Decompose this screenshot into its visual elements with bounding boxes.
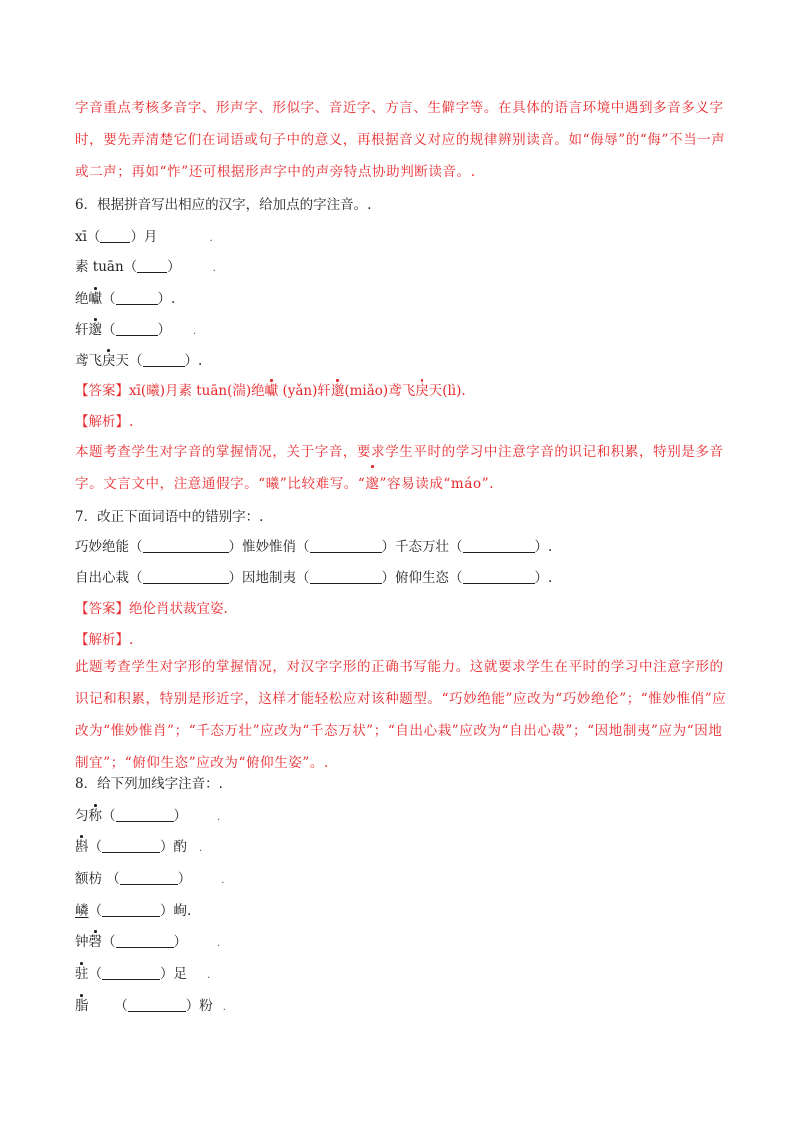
answer-blank[interactable] xyxy=(143,583,229,584)
answer-blank[interactable] xyxy=(116,335,158,336)
q8-item-5: 钟磬（ ） . xyxy=(75,934,221,950)
answer-blank[interactable] xyxy=(143,552,229,553)
q6-item-1: xī（ ）月 . xyxy=(75,229,213,245)
answer-blank[interactable] xyxy=(310,552,382,553)
q7-title: 7．改正下面词语中的错别字：. xyxy=(75,509,264,525)
q8-item-2: 斟（ ）酌 . xyxy=(75,839,203,855)
answer-blank[interactable] xyxy=(137,272,167,273)
answer-blank[interactable] xyxy=(100,242,130,243)
q8-item-7: 脂 （ ）粉 . xyxy=(75,998,226,1014)
q6-item-3: 绝巘（ ）. xyxy=(75,291,176,307)
answer-blank[interactable] xyxy=(102,852,160,853)
q7-answer: 【答案】绝伦肖状裁宜姿. xyxy=(75,601,228,617)
answer-blank[interactable] xyxy=(128,1011,186,1012)
answer-blank[interactable] xyxy=(463,552,535,553)
q8-title: 8．给下列加线字注音：. xyxy=(75,776,223,792)
q6-item-4: 轩邈（ ） . xyxy=(75,322,197,338)
answer-blank[interactable] xyxy=(116,947,174,948)
q7-row-2: 自出心栽（ ）因地制夷（ ）俯仰生恣（ ）. xyxy=(75,570,553,586)
answer-blank[interactable] xyxy=(463,583,535,584)
answer-blank[interactable] xyxy=(116,304,158,305)
intro-paragraph: 字音重点考核多音字、形声字、形似字、音近字、方言、生僻字等。在具体的语言环境中遇到多音多义字时，要先弄清楚它们在词语或句子中的意义，再根据音义对应的规律辨别读音。如“侮辱”的“侮”不当一声或二声；再如“怍”还可根据形声字中的声旁特点协助判断读音。. xyxy=(75,100,726,180)
answer-blank[interactable] xyxy=(116,821,174,822)
q7-row-1: 巧妙绝能（ ）惟妙惟俏（ ）千态万壮（ ）. xyxy=(75,539,553,555)
q6-analysis: 本题考查学生对字音的掌握情况，关于字音，要求学生平时的学习中注意字音的识记和积累，特别是多音字。文言文中，注意通假字。“曦”比较难写。“邈”容易读成“máo”. xyxy=(75,436,727,500)
answer-blank[interactable] xyxy=(102,916,160,917)
q8-item-1: 匀称（ ） . xyxy=(75,808,221,824)
q8-item-4: 嶙（ ）峋. xyxy=(75,903,192,919)
q6-analysis-label: 【解析】. xyxy=(75,414,134,430)
q6-item-5: 鸢飞戾天（ ）. xyxy=(75,353,203,369)
answer-blank[interactable] xyxy=(120,884,178,885)
q6-item-2: 素 tuān（ ） . xyxy=(75,259,216,275)
q7-analysis: 此题考查学生对字形的掌握情况，对汉字字形的正确书写能力。这就要求学生在平时的学习中注意字形的识记和积累，特别是形近字，这样才能轻松应对该种题型。“巧妙绝能”应改为“巧妙绝伦”；“惟妙惟俏”应改为“惟妙惟肖”；“千态万壮”应改为“千态万状”；“自出心栽”应改为“自出心裁”；“因地制夷”应为“因地制宜”；“俯仰生恣”应改为“俯仰生姿”。. xyxy=(75,659,727,771)
q6-title: 6．根据拼音写出相应的汉字，给加点的字注音。. xyxy=(75,197,372,213)
q8-item-3: 额枋 （ ） . xyxy=(75,871,225,887)
answer-blank[interactable] xyxy=(310,583,382,584)
q6-answer: 【答案】xī(曦)月素 tuān(湍)绝巘 (yǎn)轩邈(miǎo)鸢飞戾天(lì). xyxy=(75,383,466,399)
q7-analysis-label: 【解析】. xyxy=(75,632,134,648)
q8-item-6: 驻（ ）足 . xyxy=(75,966,211,982)
answer-blank[interactable] xyxy=(143,366,185,367)
answer-blank[interactable] xyxy=(102,979,160,980)
